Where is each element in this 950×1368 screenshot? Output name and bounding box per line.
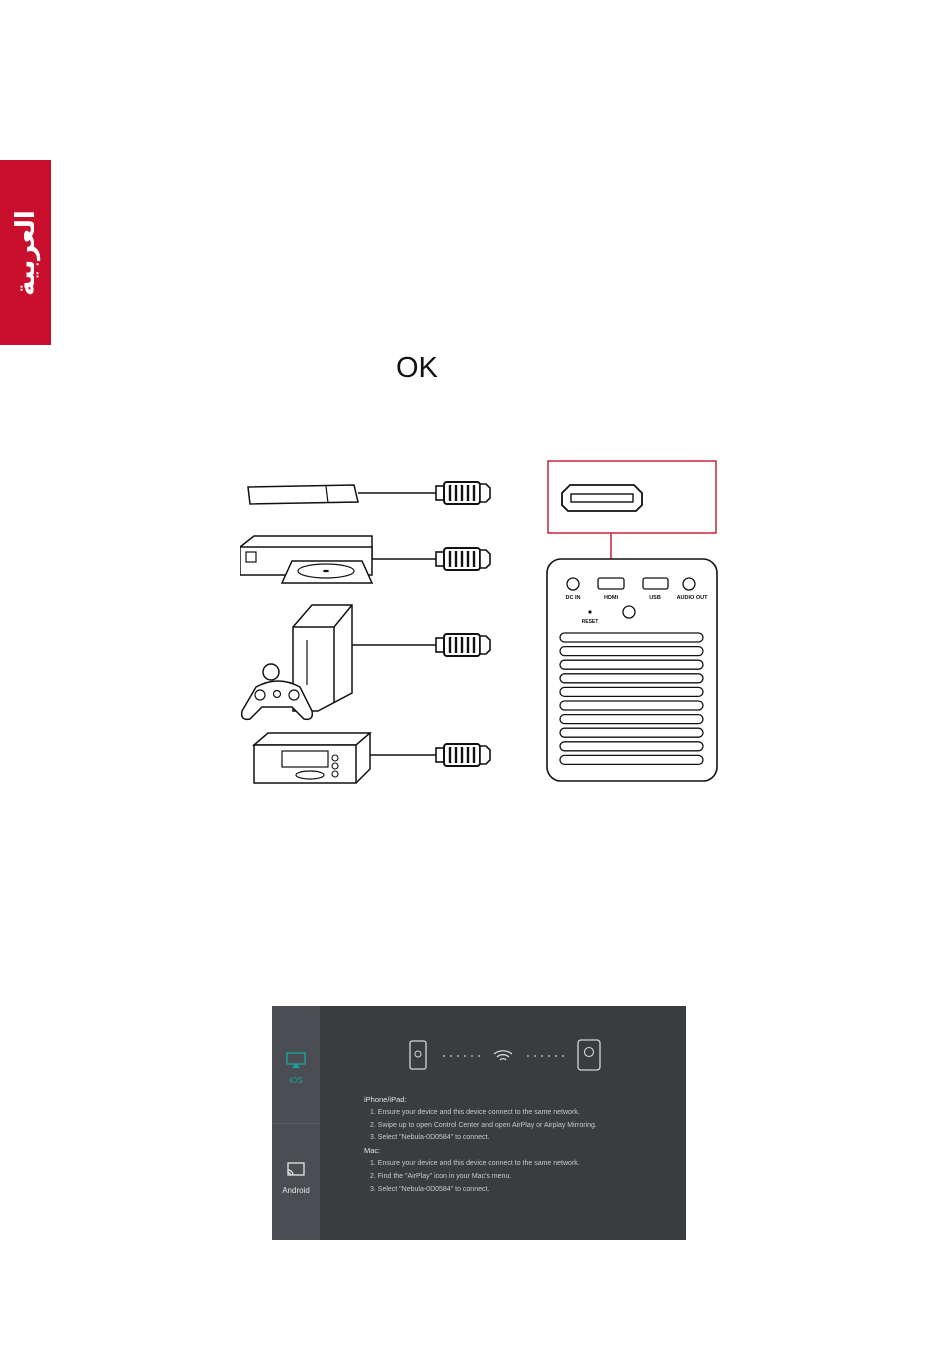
dotted-link-left [443, 1055, 480, 1057]
hdmi-port-label: HDMI [603, 595, 619, 601]
ok-key-label: OK [396, 352, 438, 384]
iphone-step: 2. Swipe up to open Control Center and open AirPlay or Airplay Mirroring. [370, 1121, 597, 1129]
usb-port-label: USB [649, 595, 661, 601]
game-console-icon [242, 605, 490, 719]
audio-out-label: AUDIO OUT [676, 595, 708, 601]
reset-label: RESET [581, 619, 599, 625]
mac-step: 2. Find the "AirPlay" icon in your Mac's menu. [370, 1172, 512, 1180]
dvd-player-icon [240, 536, 490, 583]
set-top-box-icon [254, 733, 490, 783]
sidebar-airplay-label: iOS [289, 1076, 303, 1085]
streaming-stick-icon [248, 482, 490, 504]
cast-icon [286, 1162, 306, 1178]
iphone-step: 3. Select "Nebula-0D0584" to connect. [370, 1134, 490, 1142]
sidebar-android-label: Android [282, 1186, 310, 1195]
projector-back-panel [547, 559, 717, 781]
airplay-icon [286, 1052, 306, 1068]
projector-icon [578, 1040, 600, 1070]
airplay-screen [272, 1006, 686, 1240]
language-tab-label: العربية [10, 209, 41, 296]
mac-heading: Mac: [364, 1146, 381, 1156]
language-side-tab [0, 160, 51, 345]
hdmi-connection-diagram [240, 455, 730, 790]
instructions [364, 1094, 674, 1196]
sidebar-item-airplay[interactable] [272, 1006, 320, 1124]
wifi-icon [494, 1051, 512, 1060]
dotted-link-right [527, 1055, 564, 1057]
connection-graphic [392, 1036, 612, 1076]
iphone-heading: iPhone/iPad: [364, 1095, 407, 1104]
iphone-step: 1. Ensure your device and this device connect to the same network. [370, 1108, 580, 1116]
dc-in-label: DC IN [565, 595, 581, 601]
mac-step: 1. Ensure your device and this device connect to the same network. [370, 1159, 580, 1167]
screen-sidebar [272, 1006, 320, 1240]
phone-icon [410, 1041, 426, 1069]
sidebar-item-android[interactable] [272, 1124, 320, 1240]
mac-step: 3. Select "Nebula-0D0584" to connect. [370, 1185, 490, 1193]
